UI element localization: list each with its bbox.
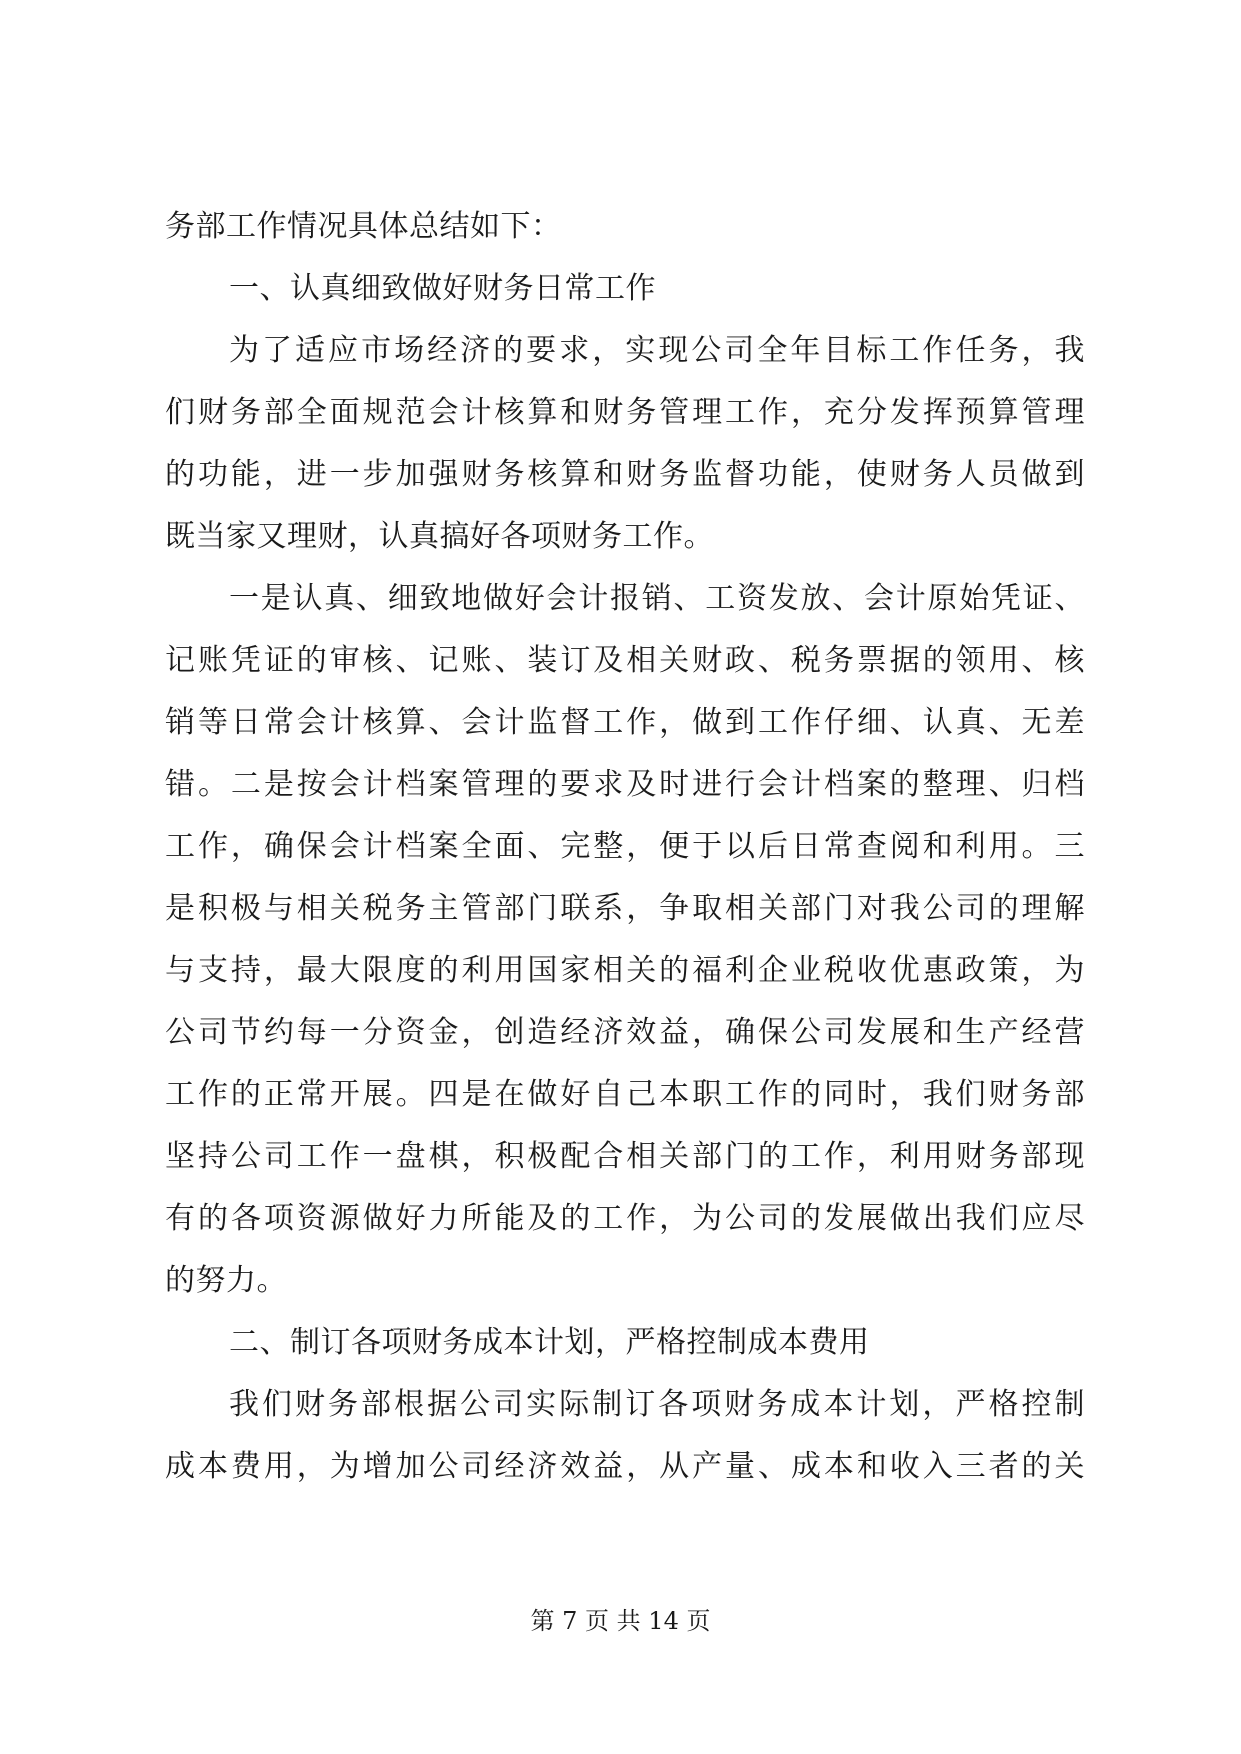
document-line: 二、制订各项财务成本计划，严格控制成本费用 xyxy=(229,1325,870,1360)
document-line: 既当家又理财，认真搞好各项财务工作。 xyxy=(165,519,714,554)
document-body xyxy=(165,196,1085,1498)
document-line: 为了适应市场经济的要求，实现公司全年目标工作任务，我 xyxy=(229,333,1085,368)
document-line: 们财务部全面规范会计核算和财务管理工作，充分发挥预算管理 xyxy=(165,395,1085,430)
document-line: 与支持，最大限度的利用国家相关的福利企业税收优惠政策，为 xyxy=(165,953,1085,988)
document-line: 公司节约每一分资金，创造经济效益，确保公司发展和生产经营 xyxy=(165,1015,1085,1050)
document-line: 的功能，进一步加强财务核算和财务监督功能，使财务人员做到 xyxy=(165,457,1085,492)
document-line: 销等日常会计核算、会计监督工作，做到工作仔细、认真、无差 xyxy=(165,705,1085,740)
document-line: 是积极与相关税务主管部门联系，争取相关部门对我公司的理解 xyxy=(165,891,1085,926)
document-line: 的努力。 xyxy=(165,1263,287,1298)
document-line: 工作，确保会计档案全面、完整，便于以后日常查阅和利用。三 xyxy=(165,829,1085,864)
document-line: 务部工作情况具体总结如下： xyxy=(165,209,562,244)
document-line: 我们财务部根据公司实际制订各项财务成本计划，严格控制 xyxy=(229,1387,1085,1422)
document-line: 错。二是按会计档案管理的要求及时进行会计档案的整理、归档 xyxy=(165,767,1085,802)
document-line: 一、认真细致做好财务日常工作 xyxy=(229,271,656,306)
document-line: 有的各项资源做好力所能及的工作，为公司的发展做出我们应尽 xyxy=(165,1201,1085,1236)
document-line: 记账凭证的审核、记账、装订及相关财政、税务票据的领用、核 xyxy=(165,643,1085,678)
document-line: 一是认真、细致地做好会计报销、工资发放、会计原始凭证、 xyxy=(229,581,1085,616)
document-line: 坚持公司工作一盘棋，积极配合相关部门的工作，利用财务部现 xyxy=(165,1139,1085,1174)
page-number-footer: 第 7 页 共 14 页 xyxy=(530,1607,711,1635)
document-line: 工作的正常开展。四是在做好自己本职工作的同时，我们财务部 xyxy=(165,1077,1085,1112)
document-line: 成本费用，为增加公司经济效益，从产量、成本和收入三者的关 xyxy=(165,1449,1085,1484)
